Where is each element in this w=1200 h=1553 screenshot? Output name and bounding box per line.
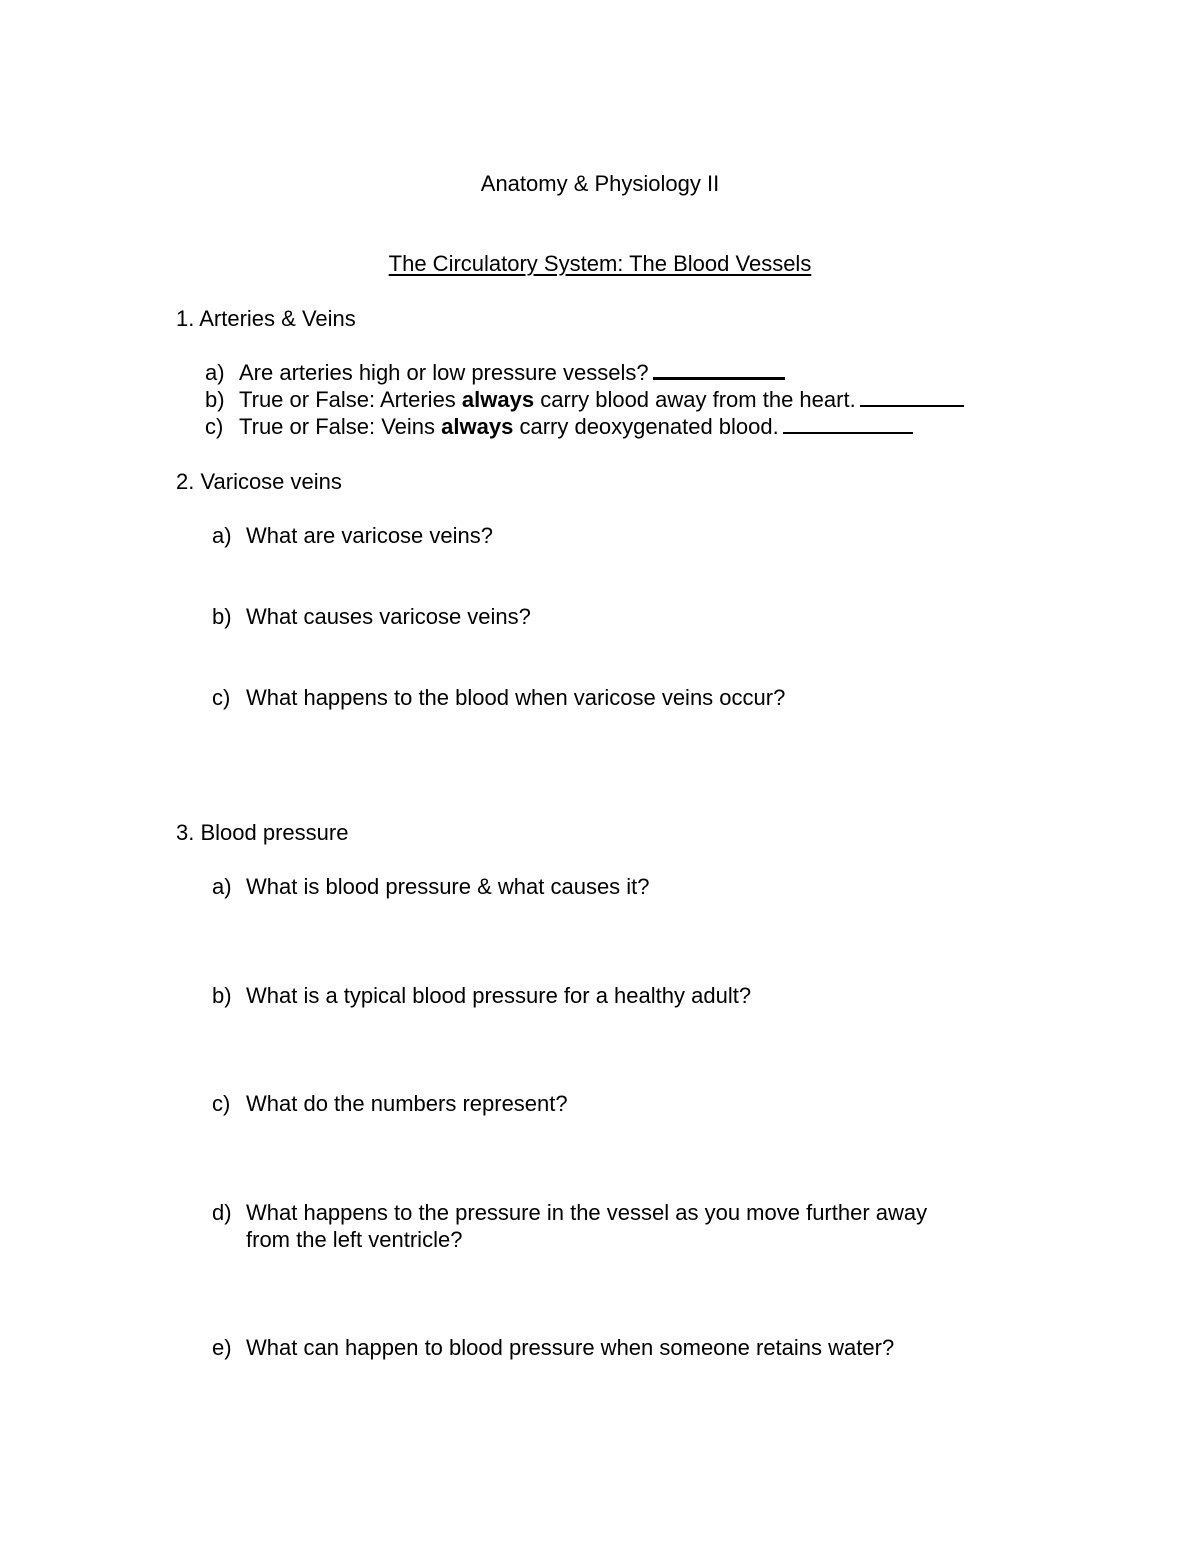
- question-text: What is a typical blood pressure for a healthy adult?: [246, 983, 752, 1008]
- question-text: What are varicose veins?: [246, 523, 493, 548]
- question-3d: [212, 1202, 927, 1224]
- question-2c: [212, 687, 785, 709]
- question-text: True or False: Arteries: [239, 387, 462, 412]
- question-text-end: carry deoxygenated blood.: [513, 414, 779, 439]
- question-3d-continued: from the left ventricle?: [246, 1227, 463, 1252]
- question-1c: [205, 416, 913, 438]
- question-text: What causes varicose veins?: [246, 604, 531, 629]
- question-marker: a): [212, 874, 232, 899]
- question-text: True or False: Veins: [239, 414, 442, 439]
- question-3a: [212, 876, 650, 898]
- question-marker: b): [212, 604, 232, 629]
- question-marker: c): [212, 685, 231, 710]
- question-3b: [212, 985, 751, 1007]
- question-text: What is blood pressure & what causes it?: [246, 874, 650, 899]
- question-2a: [212, 525, 493, 547]
- section-heading-arteries-veins: 1. Arteries & Veins: [176, 306, 356, 331]
- question-3e: [212, 1337, 894, 1359]
- answer-blank[interactable]: [783, 431, 913, 434]
- question-2b: [212, 606, 531, 628]
- question-1b: [205, 389, 964, 411]
- question-text: Are arteries high or low pressure vessels?: [239, 360, 649, 385]
- question-marker: e): [212, 1335, 232, 1360]
- section-heading-blood-pressure: 3. Blood pressure: [176, 820, 349, 845]
- question-text: What happens to the pressure in the vessel as you move further away: [246, 1200, 928, 1225]
- question-marker: a): [205, 360, 225, 385]
- question-marker: c): [212, 1091, 231, 1116]
- question-marker: b): [205, 387, 225, 412]
- question-text: What can happen to blood pressure when someone retains water?: [246, 1335, 895, 1360]
- section-heading-varicose-veins: 2. Varicose veins: [176, 469, 342, 494]
- question-text: What happens to the blood when varicose veins occur?: [246, 685, 786, 710]
- question-marker: b): [212, 983, 232, 1008]
- course-title: Anatomy & Physiology II: [480, 171, 720, 196]
- question-text-end: carry blood away from the heart.: [534, 387, 856, 412]
- emphasis-text: always: [461, 387, 535, 412]
- question-marker: d): [212, 1200, 232, 1225]
- question-1a: [205, 362, 785, 384]
- answer-blank[interactable]: [653, 376, 785, 380]
- topic-title: The Circulatory System: The Blood Vessels: [388, 251, 812, 276]
- answer-blank[interactable]: [860, 404, 964, 407]
- question-marker: c): [205, 414, 224, 439]
- question-text: What do the numbers represent?: [246, 1091, 568, 1116]
- emphasis-text: always: [441, 414, 514, 439]
- question-3c: [212, 1093, 568, 1115]
- question-marker: a): [212, 523, 232, 548]
